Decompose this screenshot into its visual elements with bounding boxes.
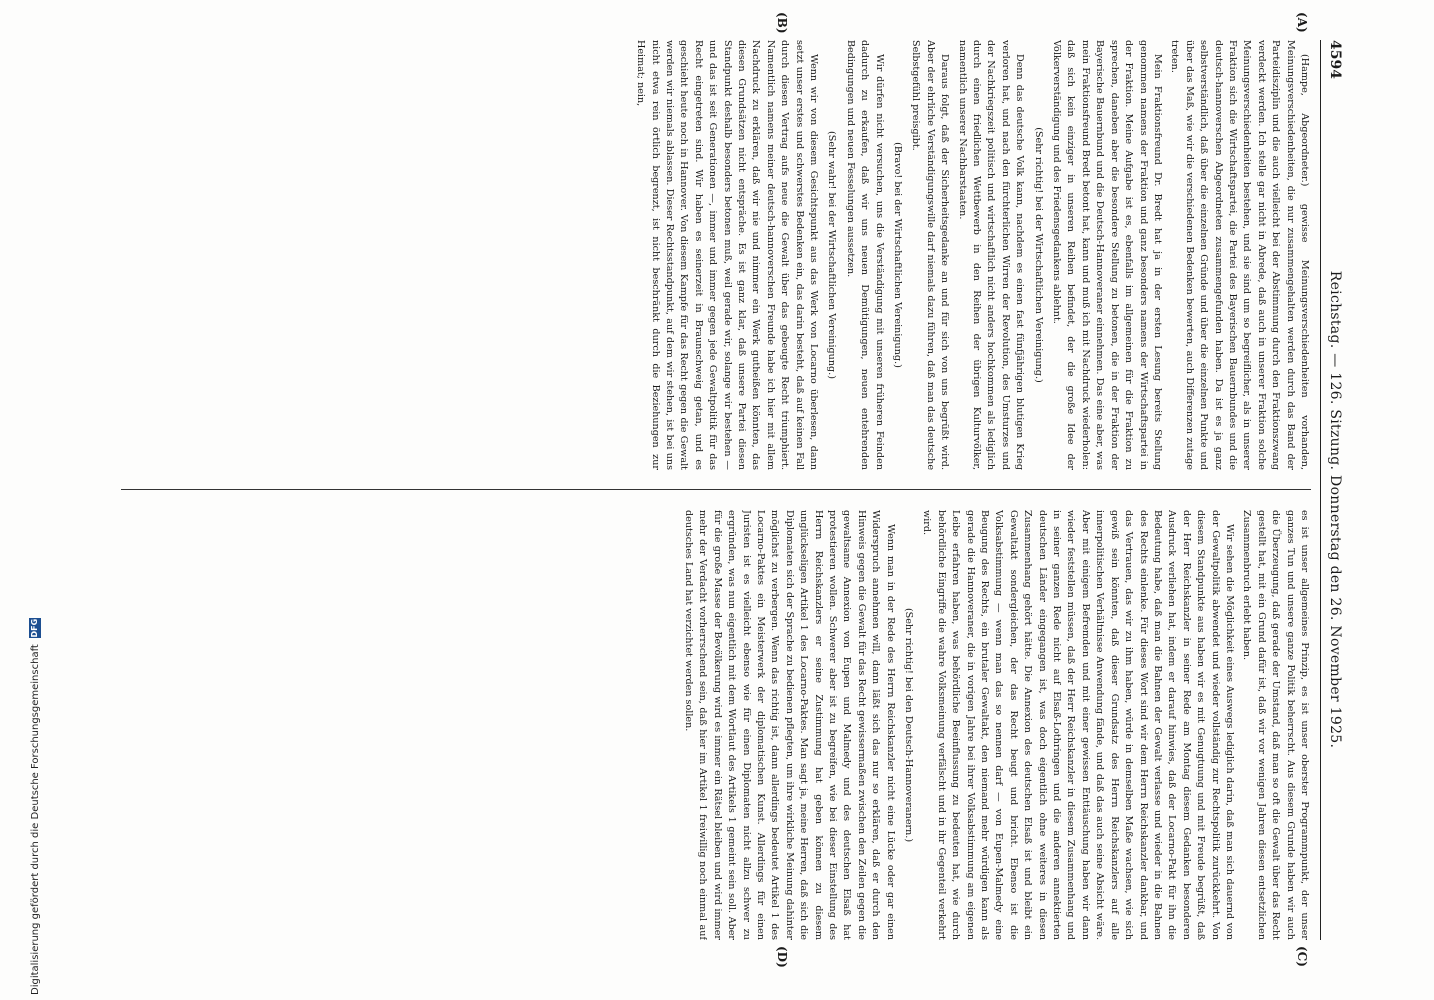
dfg-logo-icon: DFG	[30, 618, 39, 638]
right-column	[116, 510, 1311, 940]
interjection: (Sehr richtig! bei der Wirtschaftlichen Vereinigung.)	[1032, 127, 1044, 383]
paragraph: Denn das deutsche Volk kann, nachdem es einen fast fünfjährigen blutigen Krieg verloren hat, und nach den fürchterlichen Wirren der Revolution, des Umsturzes und der Nachkriegszeit politisch und wirtschaftlich nicht anders hochkommen als lediglich durch einen friedlichen Wettbewerb in den Reihen der übrigen Kulturvölker, namentlich unserer Nachbarstaaten.	[956, 40, 1026, 470]
page-title: Reichstag. — 126. Sitzung. Donnerstag den 26. November 1925.	[1327, 270, 1343, 749]
paragraph: es ist unser allgemeines Prinzip, es ist unser oberster Programmpunkt, der unser ganzes Tun und unsere ganze Politik beherrscht. Aus diesem Grunde haben wir auch die Überzeugung, daß gerade der Umstand, daß man so oft die Gewalt über das Recht gestellt hat, mit ein Grund dafür ist, daß wir vor wenigen Jahren diesen entsetzlichen Zusammenbruch erlebt haben.	[1241, 510, 1310, 940]
column-divider	[121, 489, 1311, 490]
paragraph: Mein Fraktionsfreund Dr. Bredt hat ja in der ersten Lesung bereits Stellung genommen namens der Fraktion und ganz besonders namens der Wirtschaftspartei in der Fraktion. Meine Aufgabe ist es, ebenfalls im allgemeinen für die Fraktion zu sprechen, daneben aber die besondere Stellung zu betonen, die in der Fraktion der Bayerische Bauernbund und die Deutsch-Hannoveraner einnehmen. Das eine aber, was mein Fraktionsfreund Bredt betont hat, kann und muß ich mit Nachdruck wiederholen: daß sich kein einziger in unseren Reihen befindet, der die große Idee der Völkerverständigung und des Friedensgedankens ablehnt.	[1051, 40, 1163, 470]
left-column	[116, 40, 1311, 470]
interjection: (Sehr richtig! bei den Deutsch-Hannoveranern.)	[903, 607, 915, 843]
paragraph: Wenn wir von diesem Gesichtspunkt aus das Werk von Locarno überlesen, dann setzt unser erstes und schwerstes Bedenken ein, das darin besteht, daß auf keinen Fall durch diesen Vertrag aufs neue die Gewalt über das gebeugte Recht triumphiert. Namentlich namens meiner deutsch-hannoverschen Freunde habe ich hier mit allem Nachdruck zu erklären, daß wir nie und nimmer ein Werk gutheißen könnten, das diesen Grundsätzen nicht entspräche. Es ist ganz klar, daß unsere Partei diesen Standpunkt deshalb besonders betonen muß, weil gerade wir, solange wir bestehen — und das ist seit Generationen —, immer und immer gegen jede Gewaltpolitik für das Recht eingetreten sind. Wir haben es seinerzeit in Braunschweig getan, und es geschieht heute noch in Hannover. Von diesem Kampfe für das Recht gegen die Gewalt werden wir niemals ablassen. Dieser Rechtsstandpunkt, auf dem wir stehen, ist bei uns nicht etwa rein örtlich begrenzt, ist nicht beschränkt durch die Beziehungen zur Heimat; nein,	[635, 40, 819, 470]
margin-marker-c: (C)	[1295, 946, 1309, 967]
paragraph: Wir dürfen nicht versuchen, uns die Verständigung mit unseren früheren Feinden dadurch zu erkaufen, daß wir uns neuen Demütigungen, neuen entehrenden Bedingungen und neuen Fesselungen aussetzen.	[844, 40, 885, 470]
page-number: 4594	[1327, 40, 1343, 79]
page-header	[1320, 40, 1349, 940]
digitization-credit	[22, 0, 48, 995]
interjection: (Bravo! bei der Wirtschaftlichen Vereinigung.)	[892, 142, 904, 368]
margin-marker-b: (B)	[775, 12, 789, 34]
paragraph: (Hampe, Abgeordneter.) gewisse Meinungsverschiedenheiten vorhanden, Meinungsverschiedenheiten, die nur zusammengehalten werden durch das Band der Parteidisziplin und die auch vielleicht bei der Abstimmung durch den Fraktionszwang verdeckt werden. Ich stelle gar nicht in Abrede, daß auch in unserer Fraktion solche Meinungsverschiedenheiten bestehen, und sie sind um so begreiflicher, als in unserer Fraktion sich die Wirtschaftspartei, die Partei des Bayerischen Bauernbundes und die deutsch-hannoverschen Abgeordneten zusammengefunden haben. Da ist es ja ganz selbstverständlich, daß über die einzelnen Gründe und über die einzelnen Punkte und über das Maß, wie wir die verschiedenen Bedenken bewerten, auch Differenzen zutage treten.	[1169, 40, 1310, 470]
margin-marker-a: (A)	[1295, 12, 1309, 33]
paragraph: Wir sehen die Möglichkeit eines Auswegs lediglich darin, daß man sich dauernd von der Gewaltpolitik abwendet und wieder vollständig zur Rechtspolitik zurückkehrt. Von diesem Standpunkte aus haben wir es mit Genugtuung und mit Freude begrüßt, daß der Herr Reichskanzler in seiner Rede am Montag diesem Gedanken besonderen Ausdruck verliehen hat, indem er darauf hinwies, daß der Locarno-Pakt für ihn die Bedeutung habe, daß man die Bahnen der Gewalt verlasse und wieder in die Bahnen des Rechts einlenke. Für dieses Wort sind wir dem Herrn Reichskanzler dankbar, und das Vertrauen, das wir zu ihm haben, würde in demselben Maße wachsen, wie sich gewiß sein könnten, daß dieser Grundsatz des Herrn Reichskanzlers auf alle innerpolitischen Verhältnisse Anwendung fände, und daß das auch seine Absicht wäre. Aber mit einigem Befremden und mit einer gewissen Enttäuschung haben wir dann wieder feststellen müssen, daß der Herr Reichskanzler in diesem Zusammenhang und in seiner ganzen Rede nicht auf Elsaß-Lothringen und die anderen annektierten deutschen Länder eingegangen ist, was doch eigentlich ohne weiteres in diesen Zusammenhang gehört hätte. Die Annexion des deutschen Elsaß ist und bleibt ein Gewaltakt sondergleichen, der das Recht beugt und bricht. Ebenso ist die Volksabstimmung — wenn man das so nennen darf — von Eupen-Malmedy eine Beugung des Rechts, ein brutaler Gewaltakt, den niemand mehr würdigen kann als gerade die Hannoveraner, die in vorigen Jahre bei ihrer Volksabstimmung am eigenen Leibe erfahren haben, was behördliche Beeinflussung zu bedeuten hat, wie durch behördliche Eingriffe die wahre Volksmeinung verfälscht und in ihr Gegenteil verkehrt wird.	[921, 510, 1235, 940]
paragraph: Daraus folgt, daß der Sicherheitsgedanke an und für sich von uns begrüßt wird. Aber der ehrliche Verständigungswille darf niemals dazu führen, daß man das deutsche Selbstgefühl preisgibt.	[910, 40, 951, 470]
interjection: (Sehr wahr! bei der Wirtschaftlichen Vereinigung.)	[826, 131, 838, 379]
page-sheet	[109, 12, 1349, 968]
credit-text: Digitalisierung gefördert durch die Deutsche Forschungsgemeinschaft	[29, 644, 41, 995]
margin-marker-d: (D)	[775, 946, 789, 968]
paragraph: Wenn man in der Rede des Herrn Reichskanzler nicht eine Lücke oder gar einen Widerspruch annehmen will, dann läßt sich das nur so erklären, daß er durch den Hinweis gegen die Gewalt für das Recht gewissermaßen zwischen den Zeilen gegen die gewaltsame Annexion von Eupen und Malmedy und des deutschen Elsaß hat protestieren wollen. Schwerer aber ist zu begreifen, wie bei dieser Einstellung des Herrn Reichskanzlers er seine Zustimmung hat geben können zu diesem unglückseligen Artikel 1 des Locarno-Paktes. Man sagt ja, meine Herren, daß sich die Diplomaten sich der Sprache zu bedienen pflegten, um ihre wirkliche Meinung dahinter möglichst zu verbergen. Wenn das richtig ist, dann allerdings bedeutet Artikel 1 des Locarno-Paktes ein Meisterwerk der diplomatischen Kunst. Allerdings für einen Juristen ist es vielleicht ebenso wie für einen Diplomaten nicht allzu schwer zu ergründen, was nun eigentlich mit dem Wortlaut des Artikels 1 gemeint sein soll. Aber für die große Masse der Bevölkerung wird es immer ein Rätsel bleiben und wird immer mehr der Verdacht vorherrschend sein, daß hier im Artikel 1 freiwillig noch einmal auf deutsches Land hat verzichtet werden sollen.	[682, 510, 896, 940]
